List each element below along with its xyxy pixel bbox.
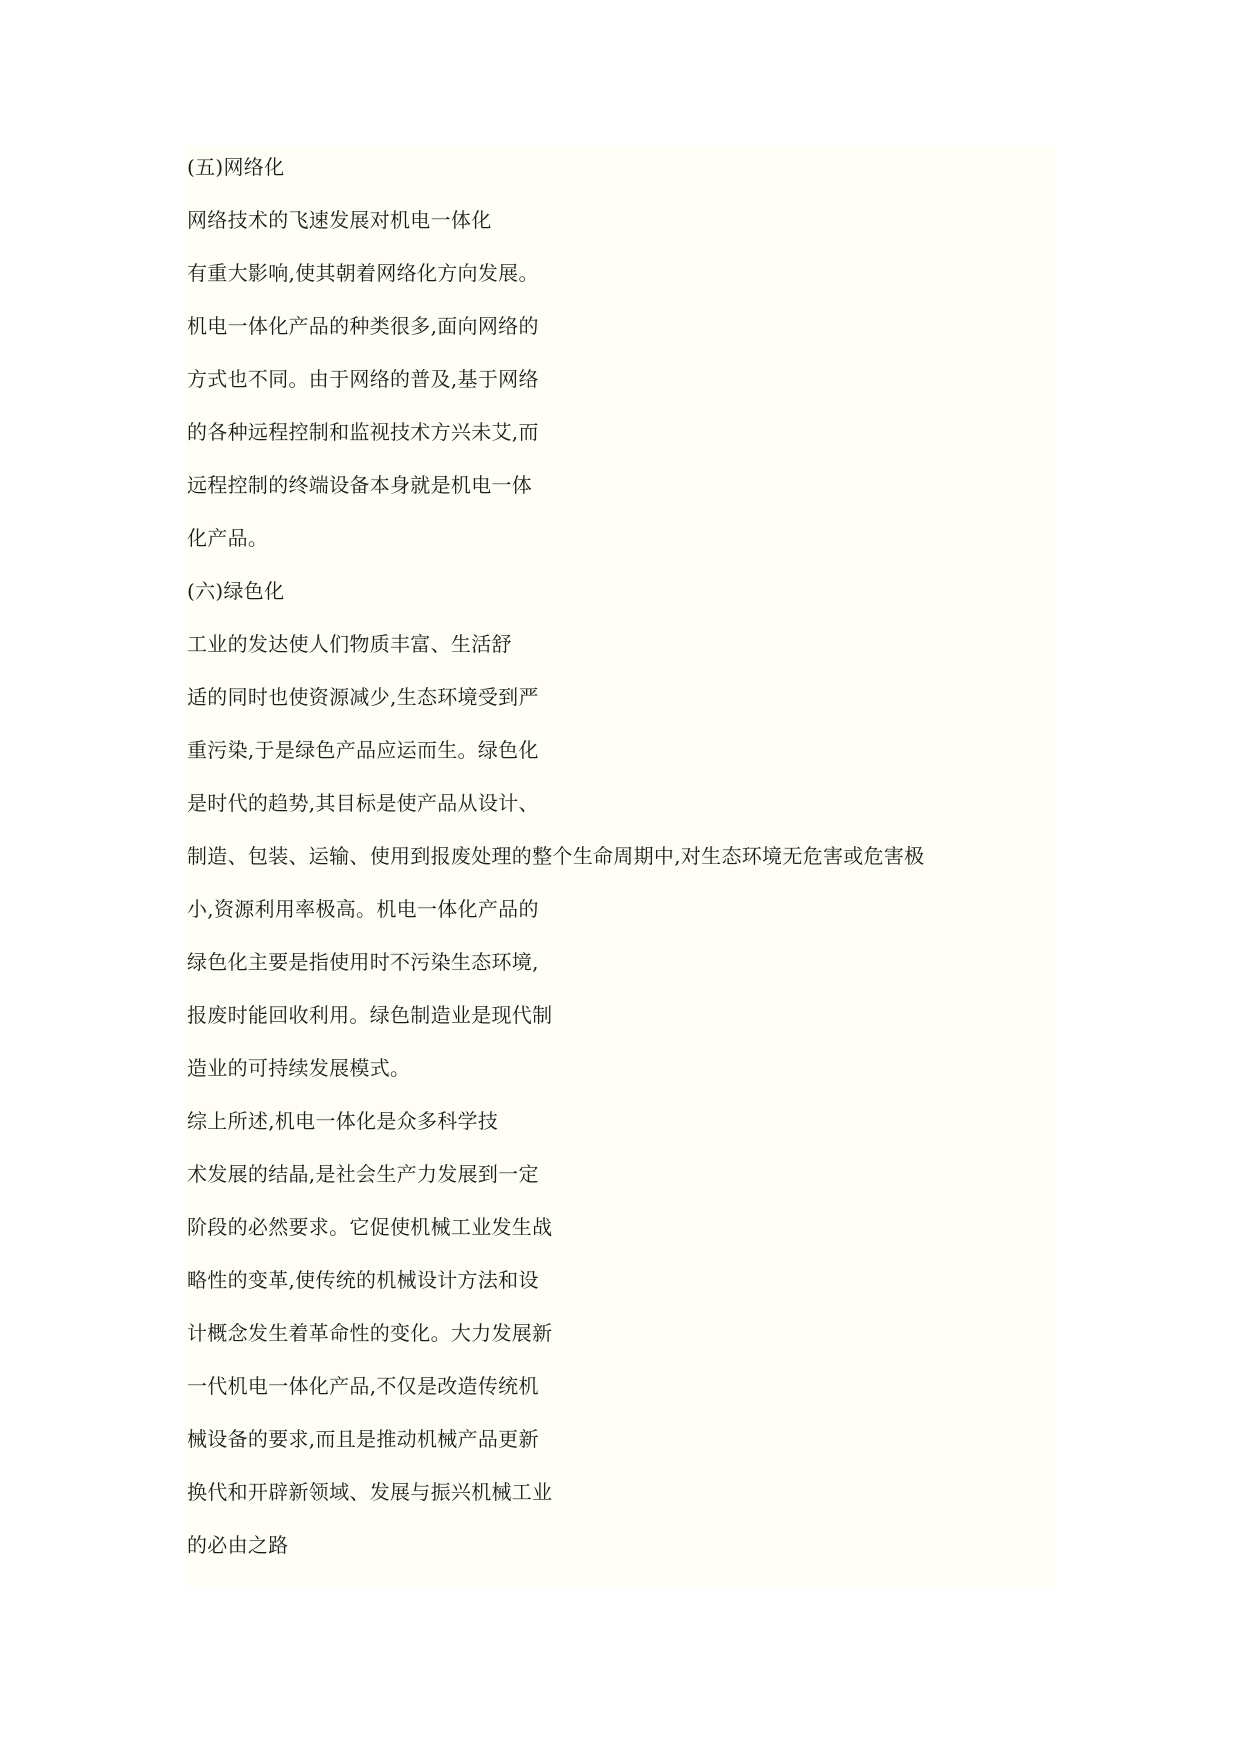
paragraph-line: 远程控制的终端设备本身就是机电一体 <box>187 473 533 497</box>
paragraph-line: 有重大影响,使其朝着网络化方向发展。 <box>187 261 539 285</box>
document-body <box>187 156 924 1587</box>
paragraph-line: 工业的发达使人们物质丰富、生活舒 <box>187 632 512 656</box>
paragraph-line: 报废时能回收利用。绿色制造业是现代制 <box>187 1003 553 1027</box>
paragraph-line: 略性的变革,使传统的机械设计方法和设 <box>187 1268 539 1292</box>
paragraph-line: 的各种远程控制和监视技术方兴未艾,而 <box>187 420 539 444</box>
paragraph-line: 是时代的趋势,其目标是使产品从设计、 <box>187 791 539 815</box>
heading-networking: (五)网络化 <box>187 155 285 179</box>
paragraph-line: 造业的可持续发展模式。 <box>187 1056 411 1080</box>
paragraph-line: 网络技术的飞速发展对机电一体化 <box>187 208 492 232</box>
paragraph-line: 换代和开辟新领域、发展与振兴机械工业 <box>187 1480 553 1504</box>
paragraph-line: 重污染,于是绿色产品应运而生。绿色化 <box>187 738 539 762</box>
paragraph-line: 小,资源利用率极高。机电一体化产品的 <box>187 897 539 921</box>
paragraph-line: 的必由之路 <box>187 1533 289 1557</box>
paragraph-line: 阶段的必然要求。它促使机械工业发生战 <box>187 1215 553 1239</box>
paragraph-line: 绿色化主要是指使用时不污染生态环境, <box>187 950 539 974</box>
paragraph-line: 计概念发生着革命性的变化。大力发展新 <box>187 1321 553 1345</box>
paragraph-line: 化产品。 <box>187 526 269 550</box>
paragraph-line: 一代机电一体化产品,不仅是改造传统机 <box>187 1374 539 1398</box>
paragraph-line: 机电一体化产品的种类很多,面向网络的 <box>187 314 539 338</box>
paragraph-line: 方式也不同。由于网络的普及,基于网络 <box>187 367 539 391</box>
paragraph-line: 适的同时也使资源减少,生态环境受到严 <box>187 685 539 709</box>
paragraph-line: 制造、包装、运输、使用到报废处理的整个生命周期中,对生态环境无危害或危害极 <box>187 844 925 868</box>
paragraph-line: 械设备的要求,而且是推动机械产品更新 <box>187 1427 539 1451</box>
heading-green: (六)绿色化 <box>187 579 285 603</box>
paragraph-line: 综上所述,机电一体化是众多科学技 <box>187 1109 499 1133</box>
paragraph-line: 术发展的结晶,是社会生产力发展到一定 <box>187 1162 539 1186</box>
